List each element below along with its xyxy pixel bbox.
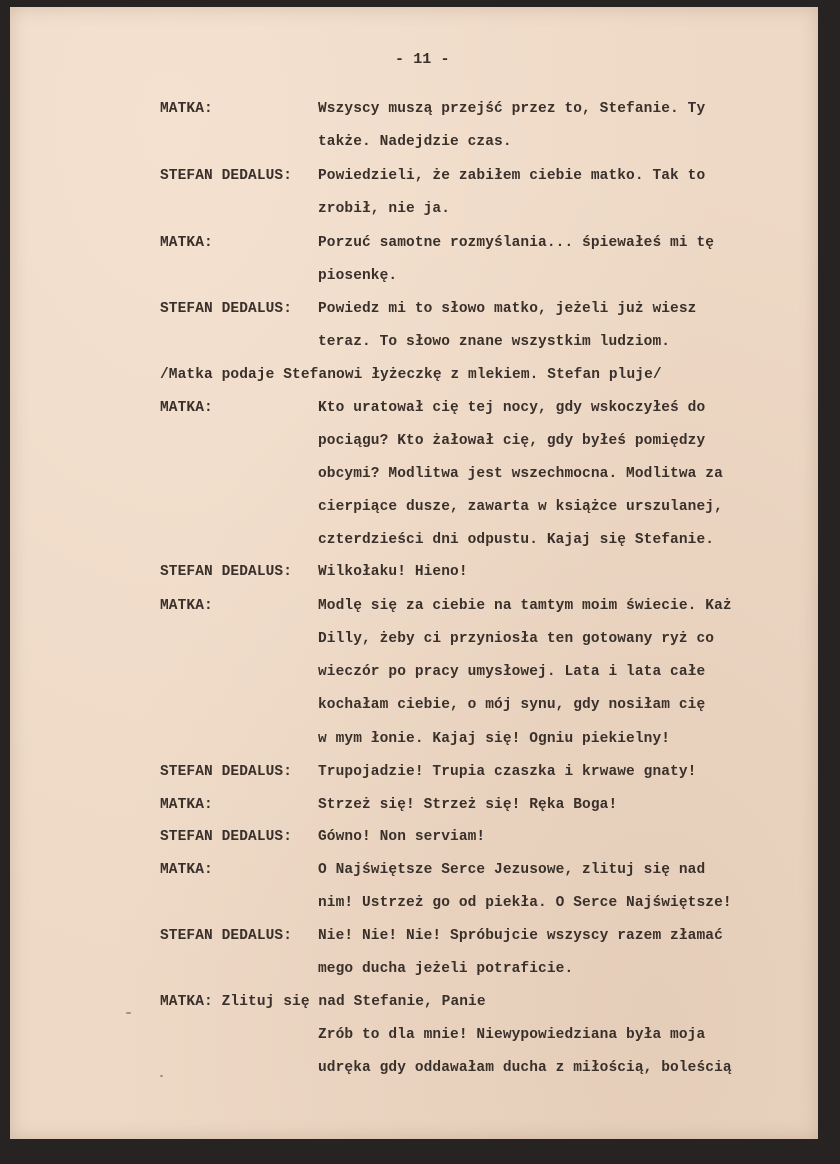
speaker-label: MATKA: (160, 400, 213, 416)
speaker-label: MATKA: (160, 101, 213, 117)
dialogue-line: teraz. To słowo znane wszystkim ludziom. (318, 334, 671, 350)
dialogue-line: Gówno! Non serviam! (318, 829, 486, 845)
dialogue-line: piosenkę. (318, 268, 398, 284)
dialogue-line: O Najświętsze Serce Jezusowe, zlituj się nad (318, 862, 706, 878)
dialogue-line: nim! Ustrzeż go od piekła. O Serce Najświętsze! (318, 895, 732, 911)
dialogue-line: Porzuć samotne rozmyślania... śpiewałeś mi tę (318, 235, 715, 251)
page-number: - 11 - (395, 51, 450, 68)
stage-direction: /Matka podaje Stefanowi łyżeczkę z mlekiem. Stefan pluje/ (160, 367, 662, 383)
speaker-label: STEFAN DEDALUS: (160, 928, 293, 944)
speaker-label: STEFAN DEDALUS: (160, 301, 293, 317)
dialogue-line: Powiedz mi to słowo matko, jeżeli już wiesz (318, 301, 697, 317)
dialogue-line: udręka gdy oddawałam ducha z miłością, boleścią (318, 1060, 732, 1076)
speaker-label: MATKA: (160, 598, 213, 614)
dialogue-line: Strzeż się! Strzeż się! Ręka Boga! (318, 797, 618, 813)
paper-speck (160, 1075, 163, 1077)
speaker-label: MATKA: (160, 235, 213, 251)
speaker-label: MATKA: (160, 862, 213, 878)
dialogue-line: Nie! Nie! Nie! Spróbujcie wszyscy razem złamać (318, 928, 723, 944)
dialogue-line: także. Nadejdzie czas. (318, 134, 512, 150)
dialogue-line: obcymi? Modlitwa jest wszechmocna. Modlitwa za (318, 466, 723, 482)
speaker-label: STEFAN DEDALUS: (160, 168, 293, 184)
typewritten-page (10, 7, 818, 1139)
speaker-label: STEFAN DEDALUS: (160, 829, 293, 845)
dialogue-line: Powiedzieli, że zabiłem ciebie matko. Tak to (318, 168, 706, 184)
paper-speck (126, 1012, 131, 1014)
dialogue-line: czterdzieści dni odpustu. Kajaj się Stefanie. (318, 532, 715, 548)
dialogue-line: zrobił, nie ja. (318, 201, 451, 217)
dialogue-line: Wszyscy muszą przejść przez to, Stefanie. Ty (318, 101, 706, 117)
speaker-label: STEFAN DEDALUS: (160, 564, 293, 580)
dialogue-line: cierpiące dusze, zawarta w książce urszulanej, (318, 499, 723, 515)
dialogue-line: Zrób to dla mnie! Niewypowiedziana była moja (318, 1027, 706, 1043)
dialogue-line: Dilly, żeby ci przyniosła ten gotowany ryż co (318, 631, 715, 647)
dialogue-line: Wilkołaku! Hieno! (318, 564, 468, 580)
dialogue-line: pociągu? Kto żałował cię, gdy byłeś pomiędzy (318, 433, 706, 449)
dialogue-line: kochałam ciebie, o mój synu, gdy nosiłam cię (318, 697, 706, 713)
dialogue-line: Trupojadzie! Trupia czaszka i krwawe gnaty! (318, 764, 697, 780)
speaker-inline-line: MATKA: Zlituj się nad Stefanie, Panie (160, 994, 486, 1010)
dialogue-line: wieczór po pracy umysłowej. Lata i lata całe (318, 664, 706, 680)
dialogue-line: Kto uratował cię tej nocy, gdy wskoczyłeś do (318, 400, 706, 416)
speaker-label: STEFAN DEDALUS: (160, 764, 293, 780)
dialogue-line: mego ducha jeżeli potraficie. (318, 961, 574, 977)
dialogue-line: w mym łonie. Kajaj się! Ogniu piekielny! (318, 731, 671, 747)
dialogue-line: Modlę się za ciebie na tamtym moim świecie. Każ (318, 598, 732, 614)
speaker-label: MATKA: (160, 797, 213, 813)
